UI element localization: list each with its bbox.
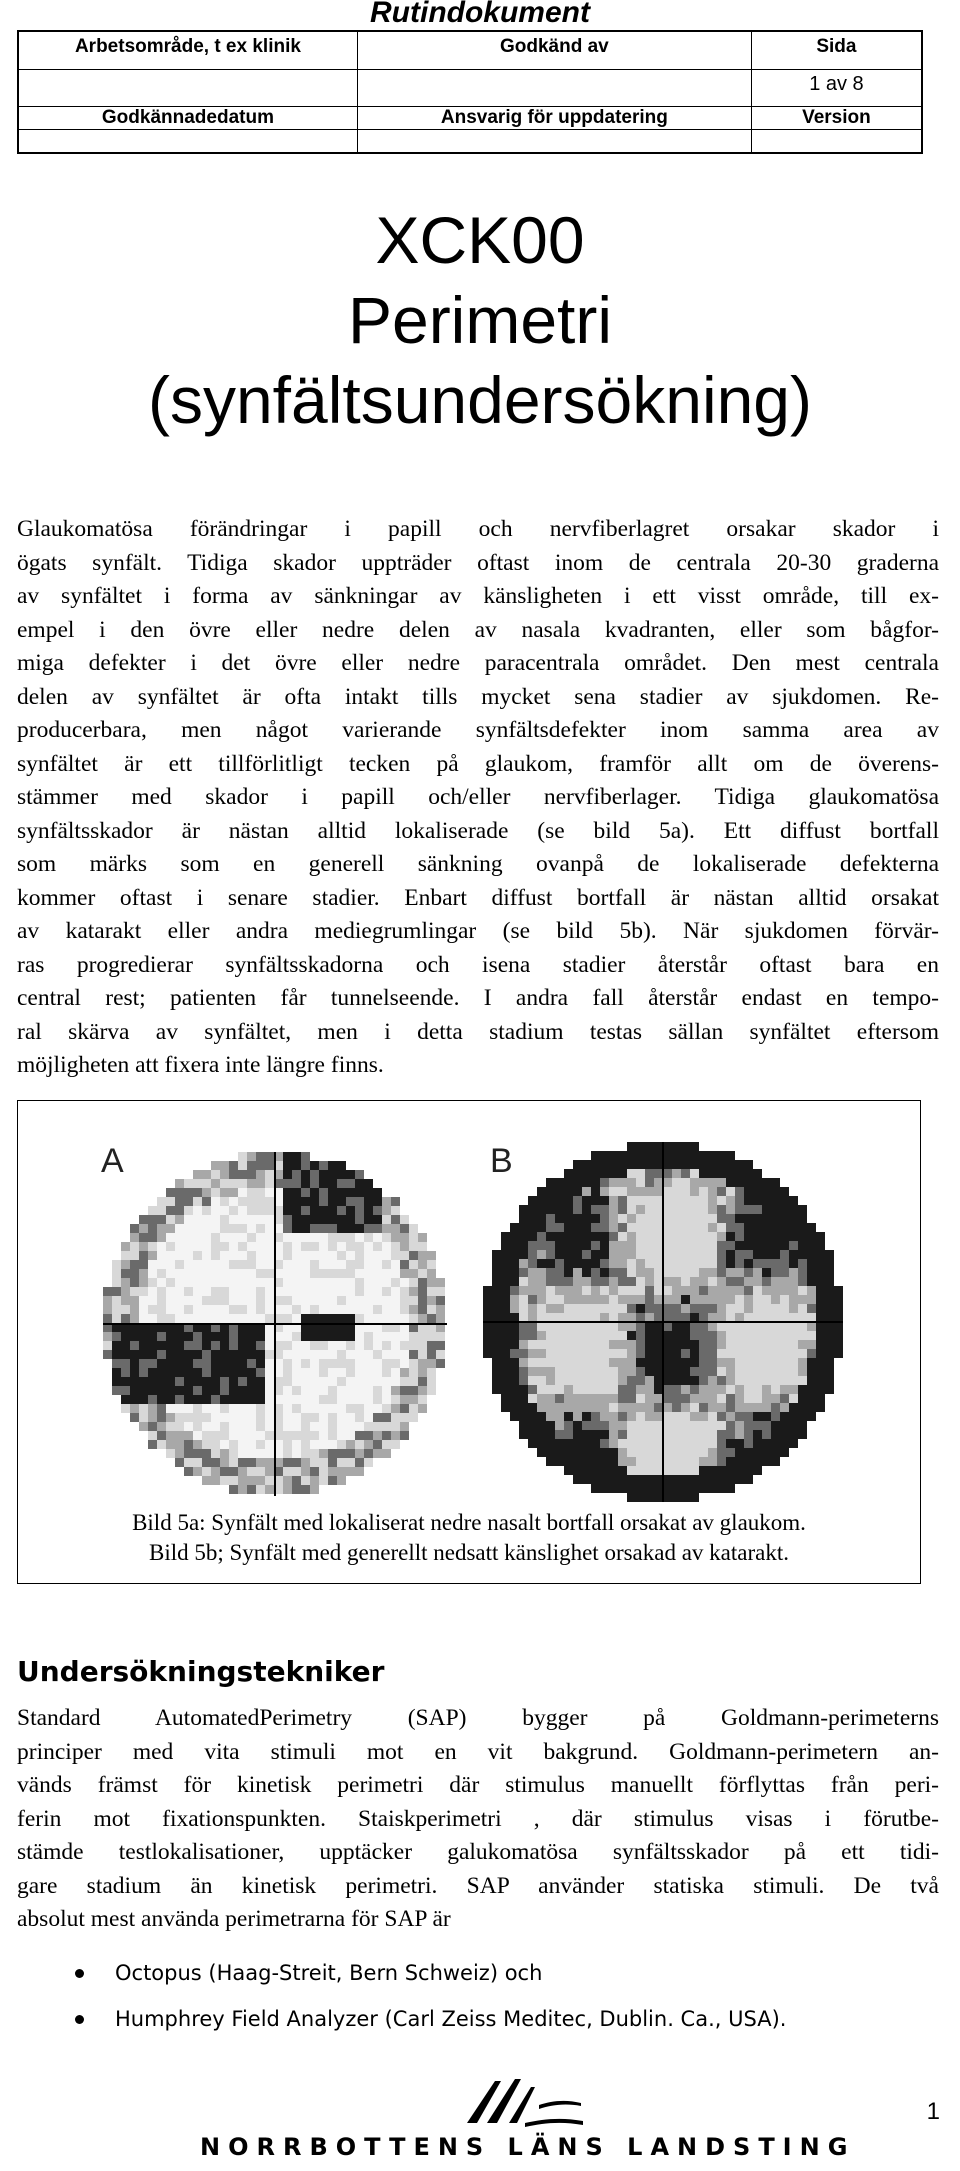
text-line: synfältet är ett tillförlitligt tecken på glaukom, framför allt om de överens-: [17, 750, 939, 777]
header-approved-by-label: Godkänd av: [357, 31, 751, 70]
document-header-table: [17, 30, 923, 154]
header-page-value: 1 av 8: [751, 70, 922, 107]
visual-field-a: [95, 1132, 453, 1507]
title-code: XCK00: [375, 203, 585, 277]
text-line: kommer oftast i senare stadier. Enbart diffust bortfall är nästan alltid orsakat: [17, 884, 939, 911]
section-heading: Undersökningstekniker: [17, 1655, 385, 1688]
text-line: principer med vita stimuli mot en vit bakgrund. Goldmann-perimetern an-: [17, 1738, 939, 1765]
text-line: empel i den övre eller nedre delen av nasala kvadranten, eller som bågfor-: [17, 616, 939, 643]
header-responsible-value: [357, 130, 751, 154]
text-line: Standard AutomatedPerimetry (SAP) bygger på Goldmann-perimeterns: [17, 1705, 939, 1731]
text-line: ferin mot fixationspunkten. Staiskperimetri , där stimulus visas i förutbe-: [17, 1805, 939, 1832]
text-line: miga defekter i det övre eller nedre paracentrala området. Den mest centrala: [17, 650, 939, 676]
text-line: vänds främst för kinetisk perimetri där stimulus manuellt förflyttas från peri-: [17, 1772, 939, 1798]
text-line: Glaukomatösa förändringar i papill och nervfiberlagret orsakar skador i: [17, 516, 939, 542]
header-page-label: Sida: [751, 31, 922, 70]
header-approval-date-label: Godkännadedatum: [18, 107, 357, 130]
intro-paragraph: [17, 513, 939, 1083]
page-number: 1: [926, 2098, 940, 2125]
text-line: central rest; patienten får tunnelseende. I andra fall återstår endast en tempo-: [17, 985, 939, 1011]
text-line: som märks som en generell sänkning ovanpå de lokaliserade defekterna: [17, 851, 939, 877]
text-line: ögats synfält. Tidiga skador uppträder oftast inom de centrala 20-30 graderna: [17, 549, 939, 576]
text-line: producerbara, men något varierande synfältsdefekter inom samma area av: [17, 717, 939, 743]
text-line: av katarakt eller andra mediegrumlingar (se bild 5b). När sjukdomen förvär-: [17, 918, 939, 944]
header-approved-by-value: [357, 70, 751, 107]
text-line: ras progredierar synfältsskadorna och isena stadier återstår oftast bara en: [17, 951, 939, 978]
bullet-icon: [75, 2015, 84, 2024]
list-item: [17, 1996, 937, 2042]
header-responsible-label: Ansvarig för uppdatering: [357, 107, 751, 130]
document-title: [0, 200, 960, 440]
document-type-label: Rutindokument: [370, 0, 590, 29]
text-line: absolut mest använda perimetrarna för SAP är: [17, 1906, 451, 1932]
text-line: gare stadium än kinetisk perimetri. SAP använder statiska stimuli. De två: [17, 1872, 939, 1899]
organization-name: NORRBOTTENS LÄNS LANDSTING: [200, 2133, 856, 2161]
panel-label-a: A: [101, 1142, 124, 1180]
list-item-text: Octopus (Haag-Streit, Bern Schweiz) och: [115, 1961, 543, 1985]
header-version-label: Version: [751, 107, 922, 130]
header-approval-date-value: [18, 130, 357, 154]
figure-caption: [17, 1508, 921, 1568]
panel-label-b: B: [490, 1142, 513, 1180]
text-line: synfältsskador är nästan alltid lokaliserade (se bild 5a). Ett diffust bortfall: [17, 817, 939, 844]
header-department-value: [18, 70, 357, 107]
text-line: stämde testlokalisationer, upptäcker galukomatösa synfältsskador på ett tidi-: [17, 1839, 939, 1865]
text-line: möjligheten att fixera inte längre finns.: [17, 1052, 384, 1078]
list-item-text: Humphrey Field Analyzer (Carl Zeiss Meditec, Dublin. Ca., USA).: [115, 2007, 787, 2031]
text-line: delen av synfältet är ofta intakt tills mycket sena stadier av sjukdomen. Re-: [17, 683, 939, 710]
visual-field-figure: [95, 1132, 847, 1507]
text-line: ral skärva av synfältet, men i detta stadium testas sällan synfältet eftersom: [17, 1018, 939, 1045]
text-line: stämmer med skador i papill och/eller nervfiberlager. Tidiga glaukomatösa: [17, 784, 939, 810]
title-subtitle: (synfältsundersökning): [148, 363, 812, 437]
header-version-value: [751, 130, 922, 154]
visual-field-b: [480, 1132, 847, 1507]
caption-line-2: Bild 5b; Synfält med generellt nedsatt känslighet orsakad av katarakt.: [149, 1540, 789, 1565]
field-b-pattern: [483, 1142, 843, 1502]
perimeter-list: [17, 1950, 937, 2042]
caption-line-1: Bild 5a: Synfält med lokaliserat nedre nasalt bortfall orsakat av glaukom.: [132, 1510, 806, 1535]
title-main: Perimetri: [347, 283, 613, 357]
text-line: av synfältet i forma av sänkningar av känsligheten i ett visst område, till ex-: [17, 583, 939, 609]
header-department-label: Arbetsområde, t ex klinik: [18, 31, 357, 70]
nll-logo-icon: [465, 2075, 585, 2127]
list-item: [17, 1950, 937, 1996]
section-paragraph: [17, 1702, 939, 1937]
bullet-icon: [75, 1969, 84, 1978]
